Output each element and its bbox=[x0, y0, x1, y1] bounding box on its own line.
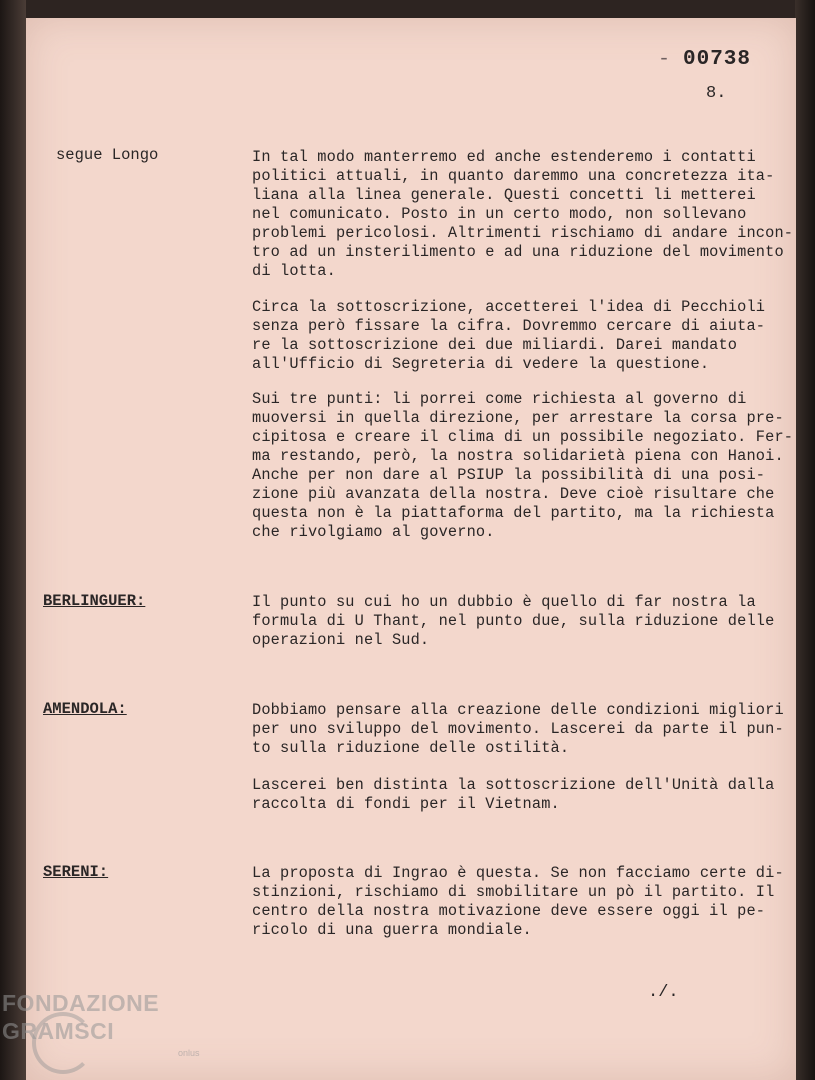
paragraph-berlinguer-1: Il punto su cui ho un dubbio è quello di far nostra la formula di U Thant, nel punto due, sulla riduzione delle operazioni nel Sud. bbox=[252, 593, 775, 649]
paragraph-longo-2: Circa la sottoscrizione, accetterei l'idea di Pecchioli senza però fissare la cifra. Dovremmo cercare di aiuta- re la sottoscrizione dei due miliardi. Darei mandato all'Ufficio di Segreteria di vedere la questione. bbox=[252, 298, 766, 373]
speaker-label-longo: segue Longo bbox=[56, 146, 159, 164]
watermark-suffix: onlus bbox=[178, 1048, 200, 1058]
paragraph-sereni-1: La proposta di Ingrao è questa. Se non facciamo certe di- stinzioni, rischiamo di smobilitare un pò il partito. Il centro della nostra motivazione deve essere oggi il pe- ricolo di una guerra mondiale. bbox=[252, 864, 784, 939]
scan-border-top bbox=[0, 0, 815, 18]
watermark-line1: FONDAZIONE bbox=[2, 990, 160, 1016]
paragraph-amendola-2: Lascerei ben distinta la sottoscrizione dell'Unità dalla raccolta di fondi per il Vietnam. bbox=[252, 776, 775, 813]
speaker-label-berlinguer: BERLINGUER: bbox=[43, 592, 146, 610]
speaker-label-amendola: AMENDOLA: bbox=[43, 700, 127, 718]
continuation-mark: ./. bbox=[648, 983, 679, 1002]
scan-border-left bbox=[0, 0, 26, 1080]
speaker-label-sereni: SERENI: bbox=[43, 863, 109, 881]
doc-number-dash: - bbox=[658, 48, 671, 71]
page-number: 8. bbox=[706, 84, 727, 103]
watermark-line2: GRAMSCI bbox=[2, 1018, 115, 1044]
paragraph-amendola-1: Dobbiamo pensare alla creazione delle condizioni migliori per uno sviluppo del movimento. Lascerei da parte il pun- to sulla riduzione delle ostilità. bbox=[252, 701, 784, 757]
paragraph-longo-3: Sui tre punti: li porrei come richiesta al governo di muoversi in quella direzione, per arrestare la corsa pre- cipitosa e creare il clima di un possibile negoziato. Fer- ma restando, però, la nostra solidarietà piena con Hanoi. Anche per non dare al PSIUP la possibilità di una posi- zione più avanzata della nostra. Deve cioè risultare che questa non è la piattaforma del partito, ma la richiesta che rivolgiamo al governo. bbox=[252, 390, 794, 541]
scan-border-right bbox=[795, 0, 815, 1080]
paragraph-longo-1: In tal modo manterremo ed anche estenderemo i contatti politici attuali, in quanto daremmo una concretezza ita- liana alla linea generale. Questi concetti li metterei nel comunicato. Posto in un certo modo, non sollevano problemi pericolosi. Altrimenti rischiamo di andare incon- tro ad un insterilimento e ad una riduzione del movimento di lotta. bbox=[252, 148, 794, 280]
document-number: 00738 bbox=[683, 48, 752, 71]
